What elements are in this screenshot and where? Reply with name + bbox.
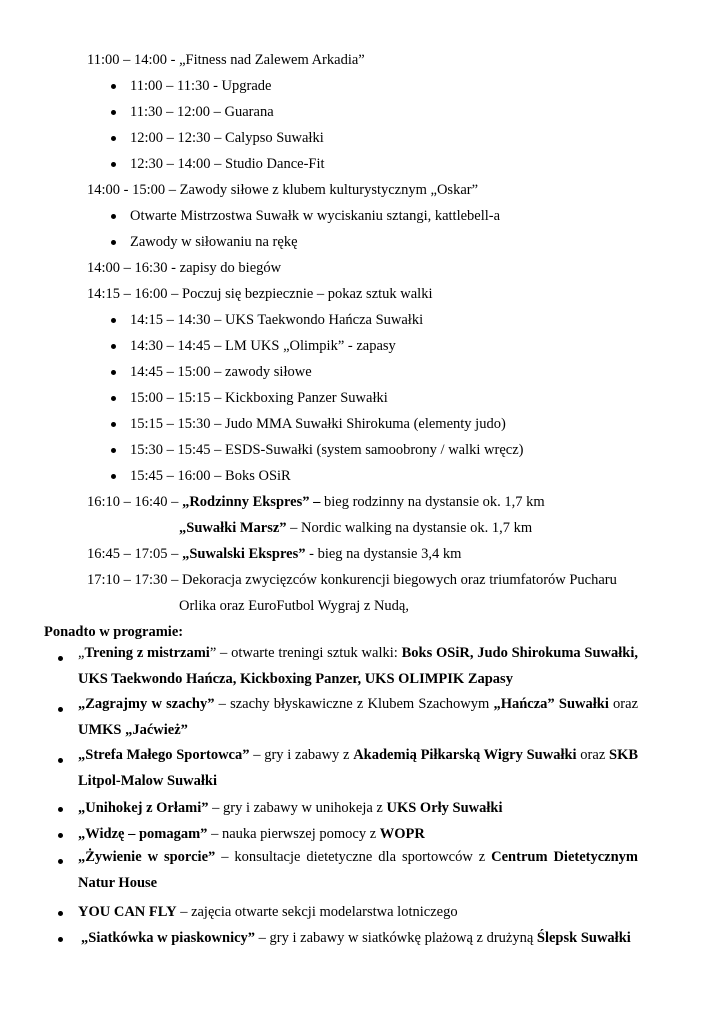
program-item [78,903,458,921]
schedule-line: 15:45 – 16:00 – Boks OSiR [130,468,291,484]
bullet-icon [58,859,63,864]
bullet-icon [111,396,116,401]
item-title: „Unihokej z Orłami” [78,800,209,816]
item-partner: Akademią Piłkarską Wigry Suwałki [353,747,577,763]
bullet-icon [111,318,116,323]
program-item [78,692,638,743]
time-range: 16:45 – 17:05 – [87,546,183,562]
bullet-icon [111,84,116,89]
item-desc: – gry i zabawy w unihokeja z [208,800,387,816]
item-desc: – konsultacje dietetyczne dla sportowców z [215,849,492,865]
item-desc: – nauka pierwszej pomocy z [207,826,380,842]
item-title: „Siatkówka w piaskownicy” [81,930,256,946]
bullet-icon [111,240,116,245]
event-desc: bieg rodzinny na dystansie ok. 1,7 km [320,494,545,510]
bullet-icon [111,136,116,141]
item-partner: Centrum Dietetycznym Natur House [78,849,638,891]
bullet-icon [58,707,63,712]
bullet-icon [58,937,63,942]
schedule-line: 14:30 – 14:45 – LM UKS „Olimpik” - zapasy [130,338,396,354]
item-desc: – szachy błyskawiczne z Klubem Szachowym [214,696,494,712]
bullet-icon [111,370,116,375]
item-partner: UKS Orły Suwałki [386,800,503,816]
bullet-icon [111,110,116,115]
item-title: „Strefa Małego Sportowca” [78,747,250,763]
program-item [78,845,638,896]
schedule-line: Otwarte Mistrzostwa Suwałk w wyciskaniu sztangi, kattlebell-a [130,208,501,224]
program-item [81,929,631,947]
item-desc: ” – otwarte treningi sztuk walki: [209,645,402,661]
item-partner: Ślepsk Suwałki [536,930,631,946]
item-title: YOU CAN FLY [78,904,177,920]
item-title: „Widzę – pomagam” [78,826,208,842]
program-item [78,641,638,692]
item-desc: – gry i zabawy w siatkówkę plażową z drużyną [255,930,537,946]
schedule-line: Zawody w siłowaniu na rękę [130,234,298,250]
bullet-icon [111,214,116,219]
event-desc: - bieg na dystansie 3,4 km [305,546,462,562]
item-partners: Boks OSiR, Judo Shirokuma Suwałki, UKS Taekwondo Hańcza, Kickboxing Panzer, UKS OLIMPIK Zapasy [78,645,639,687]
bullet-icon [58,758,63,763]
bullet-icon [58,911,63,916]
bullet-icon [111,448,116,453]
item-partner: SKB Litpol-Malow Suwałki [78,747,639,789]
schedule-line [179,519,532,537]
item-title: Trening z mistrzami [84,645,210,661]
schedule-line [87,545,461,563]
bullet-icon [58,807,63,812]
item-partner: „Hańcza” Suwałki [493,696,609,712]
event-name: „Suwałki Marsz” [179,520,287,536]
event-name: „Suwalski Ekspres” [182,546,306,562]
quote: „ [78,645,85,661]
schedule-line: 12:30 – 14:00 – Studio Dance-Fit [130,156,325,172]
bullet-icon [111,344,116,349]
schedule-line: 12:00 – 12:30 – Calypso Suwałki [130,130,324,146]
time-range: 16:10 – 16:40 – [87,494,183,510]
schedule-line: 14:00 - 15:00 – Zawody siłowe z klubem kulturystycznym „Oskar” [87,182,479,198]
bullet-icon [111,474,116,479]
schedule-line: 15:30 – 15:45 – ESDS-Suwałki (system samoobrony / walki wręcz) [130,442,524,458]
event-desc: – Nordic walking na dystansie ok. 1,7 km [286,520,533,536]
bullet-icon [58,656,63,661]
schedule-line: 11:30 – 12:00 – Guarana [130,104,274,120]
schedule-line: 14:00 – 16:30 - zapisy do biegów [87,260,282,276]
program-item [78,799,503,817]
item-desc: oraz [608,696,639,712]
program-item [78,825,425,843]
item-title: „Żywienie w sporcie” [78,849,216,865]
item-partner: WOPR [379,826,425,842]
item-desc: – zajęcia otwarte sekcji modelarstwa lotniczego [176,904,458,920]
bullet-icon [111,422,116,427]
schedule-line: 14:15 – 14:30 – UKS Taekwondo Hańcza Suwałki [130,312,424,328]
item-title: „Zagrajmy w szachy” [78,696,215,712]
event-name: „Rodzinny Ekspres” – [182,494,321,510]
schedule-line: 11:00 – 14:00 - „Fitness nad Zalewem Arkadia” [87,52,365,68]
schedule-line: Orlika oraz EuroFutbol Wygraj z Nudą, [179,598,409,614]
item-partner: UMKS „Jaćwież” [78,721,188,738]
bullet-icon [58,833,63,838]
item-desc: – gry i zabawy z [249,747,354,763]
bullet-icon [111,162,116,167]
item-desc: oraz [576,747,609,763]
schedule-line: 17:10 – 17:30 – Dekoracja zwycięzców konkurencji biegowych oraz triumfatorów Pucharu [87,572,617,588]
schedule-line: 15:00 – 15:15 – Kickboxing Panzer Suwałki [130,390,388,406]
schedule-line: 11:00 – 11:30 - Upgrade [130,78,272,94]
program-heading: Ponadto w programie: [44,624,184,640]
schedule-line: 14:45 – 15:00 – zawody siłowe [130,364,312,380]
schedule-line: 14:15 – 16:00 – Poczuj się bezpiecznie – pokaz sztuk walki [87,286,433,302]
schedule-line: 15:15 – 15:30 – Judo MMA Suwałki Shirokuma (elementy judo) [130,416,506,432]
schedule-line [87,493,545,511]
program-item [78,743,638,794]
